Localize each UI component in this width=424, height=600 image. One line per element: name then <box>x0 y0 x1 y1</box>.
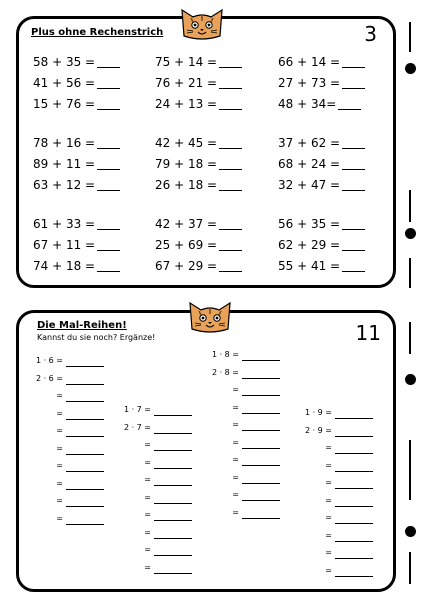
addition-task <box>278 76 365 90</box>
addition-task-text: 27 + 73 = <box>278 76 341 90</box>
answer-blank[interactable] <box>335 576 373 577</box>
answer-blank[interactable] <box>219 76 242 89</box>
answer-blank[interactable] <box>242 360 280 361</box>
addition-task-text: 37 + 62 = <box>278 136 341 150</box>
times-task-text: = <box>56 478 63 488</box>
punch-hole <box>405 63 416 74</box>
times-task-text: = <box>56 443 63 453</box>
card-number: 3 <box>364 22 377 46</box>
addition-task-text: 68 + 24 = <box>278 157 341 171</box>
addition-task-text: 26 + 18 = <box>155 178 218 192</box>
times-task-text: = <box>144 545 151 554</box>
addition-task <box>278 178 365 192</box>
addition-task <box>155 217 242 231</box>
punch-hole <box>405 374 416 385</box>
times-task <box>19 531 332 545</box>
binder-line <box>409 22 411 52</box>
tabby-cat-face-icon <box>179 6 225 40</box>
addition-task <box>33 157 120 171</box>
times-task-text: = <box>325 548 332 557</box>
plus-worksheet-card <box>16 16 396 288</box>
answer-blank[interactable] <box>242 395 280 396</box>
times-task-text: 1 · 9 = <box>304 408 332 417</box>
addition-task-text: 76 + 21 = <box>155 76 218 90</box>
times-task-text: 2 · 8 = <box>211 367 239 377</box>
times-task-text: = <box>56 461 63 470</box>
addition-task-text: 74 + 18 = <box>33 259 96 273</box>
answer-blank[interactable] <box>342 238 365 251</box>
addition-task-text: 62 + 29 = <box>278 238 341 252</box>
card-subtitle: Kannst du sie noch? Ergänze! <box>37 333 156 342</box>
times-task-text: = <box>56 426 63 435</box>
answer-blank[interactable] <box>342 157 365 170</box>
times-task-text: = <box>232 437 239 447</box>
addition-task <box>33 238 120 252</box>
times-task-text: 2 · 7 = <box>123 422 151 432</box>
addition-task-text: 15 + 76 = <box>33 97 96 111</box>
addition-task <box>33 97 120 111</box>
addition-task-text: 25 + 69 = <box>155 238 218 252</box>
times-task <box>19 496 332 510</box>
addition-task <box>155 55 242 69</box>
addition-task-text: 89 + 11 = <box>33 157 96 171</box>
addition-task <box>278 259 365 273</box>
times-task <box>19 566 332 580</box>
binder-line <box>409 440 411 500</box>
times-task-text: = <box>144 510 151 519</box>
addition-task <box>33 217 120 231</box>
times-task <box>19 548 332 562</box>
times-task-text: = <box>325 565 332 575</box>
answer-blank[interactable] <box>97 55 120 68</box>
addition-task-text: 63 + 12 = <box>33 178 96 192</box>
times-task <box>19 350 239 364</box>
times-task <box>19 426 332 440</box>
addition-task <box>155 238 242 252</box>
answer-blank[interactable] <box>242 378 280 379</box>
answer-blank[interactable] <box>335 418 373 419</box>
times-task-text: = <box>56 391 63 400</box>
addition-task <box>278 136 365 150</box>
times-task-text: 1 · 6 = <box>35 356 63 365</box>
addition-task <box>33 178 120 192</box>
answer-blank[interactable] <box>335 436 373 437</box>
addition-task-text: 42 + 45 = <box>155 136 218 150</box>
answer-blank[interactable] <box>219 157 242 170</box>
answer-blank[interactable] <box>335 506 373 507</box>
addition-task <box>33 76 120 90</box>
times-task-text: 1 · 7 = <box>123 405 151 414</box>
times-task-text: = <box>232 472 239 482</box>
addition-task-text: 79 + 18 = <box>155 157 218 171</box>
answer-blank[interactable] <box>219 97 242 110</box>
addition-task <box>278 55 365 69</box>
addition-task-text: 55 + 41 = <box>278 259 341 273</box>
card-number: 11 <box>355 321 381 345</box>
binder-line <box>409 322 411 354</box>
answer-blank[interactable] <box>342 217 365 230</box>
times-task-text: = <box>232 420 239 429</box>
times-task <box>19 478 332 492</box>
times-task-text: 2 · 9 = <box>304 425 332 435</box>
answer-blank[interactable] <box>335 471 373 472</box>
answer-blank[interactable] <box>97 259 120 272</box>
answer-blank[interactable] <box>342 136 365 149</box>
times-task-text: = <box>325 478 332 487</box>
times-task-text: = <box>144 475 151 484</box>
addition-task <box>33 55 120 69</box>
answer-blank[interactable] <box>97 136 120 149</box>
card-title: Plus ohne Rechenstrich <box>31 27 164 38</box>
answer-blank[interactable] <box>97 157 120 170</box>
times-task <box>19 408 332 422</box>
answer-blank[interactable] <box>335 541 373 542</box>
times-task-text: = <box>144 562 151 572</box>
addition-task-text: 58 + 35 = <box>33 55 96 69</box>
times-task-text: 2 · 6 = <box>35 373 63 383</box>
addition-task-text: 66 + 14 = <box>278 55 341 69</box>
addition-task-text: 75 + 14 = <box>155 55 218 69</box>
answer-blank[interactable] <box>342 259 365 272</box>
addition-task-text: 67 + 11 = <box>33 238 96 252</box>
times-task-text: 1 · 8 = <box>211 350 239 359</box>
times-task <box>19 385 239 399</box>
times-task-text: = <box>325 443 332 452</box>
times-task-text: = <box>325 460 332 470</box>
times-task-text: = <box>325 495 332 505</box>
times-task-text: = <box>56 496 63 505</box>
punch-hole <box>405 228 416 239</box>
addition-task <box>278 238 365 252</box>
times-task-text: = <box>232 490 239 499</box>
times-task-text: = <box>56 513 63 523</box>
binder-line <box>409 258 411 288</box>
addition-task <box>278 217 365 231</box>
addition-task <box>155 97 242 111</box>
answer-blank[interactable] <box>335 523 373 524</box>
punch-hole <box>405 526 416 537</box>
addition-task <box>33 259 120 273</box>
times-task-text: = <box>232 402 239 412</box>
answer-blank[interactable] <box>97 178 120 191</box>
answer-blank[interactable] <box>219 178 242 191</box>
addition-task <box>278 97 361 111</box>
answer-blank[interactable] <box>97 238 120 251</box>
addition-task <box>278 157 365 171</box>
addition-task-text: 48 + 34= <box>278 97 337 111</box>
card-title: Die Mal-Reihen! <box>37 320 127 331</box>
times-task-text: = <box>232 385 239 394</box>
answer-blank[interactable] <box>97 217 120 230</box>
times-task-text: = <box>232 507 239 517</box>
times-task <box>19 461 332 475</box>
answer-blank[interactable] <box>335 558 373 559</box>
answer-blank[interactable] <box>335 488 373 489</box>
addition-task-text: 78 + 16 = <box>33 136 96 150</box>
binder-line <box>409 190 411 222</box>
addition-task-text: 24 + 13 = <box>155 97 218 111</box>
addition-task <box>33 136 120 150</box>
addition-task-text: 61 + 33 = <box>33 217 96 231</box>
times-task-text: = <box>232 455 239 464</box>
addition-task <box>155 76 242 90</box>
answer-blank[interactable] <box>97 76 120 89</box>
addition-task <box>155 178 242 192</box>
answer-blank[interactable] <box>219 238 242 251</box>
times-task-text: = <box>325 513 332 522</box>
multiplication-worksheet-card <box>16 310 396 592</box>
addition-task <box>155 136 242 150</box>
answer-blank[interactable] <box>342 76 365 89</box>
addition-task-text: 32 + 47 = <box>278 178 341 192</box>
answer-blank[interactable] <box>342 55 365 68</box>
times-task <box>19 513 332 527</box>
addition-task-text: 56 + 35 = <box>278 217 341 231</box>
answer-blank[interactable] <box>338 97 361 110</box>
times-task-text: = <box>144 492 151 502</box>
times-task <box>19 368 239 382</box>
binder-line <box>409 552 411 584</box>
addition-task <box>155 157 242 171</box>
addition-task-text: 41 + 56 = <box>33 76 96 90</box>
answer-blank[interactable] <box>335 453 373 454</box>
times-task-text: = <box>144 440 151 449</box>
times-task-text: = <box>325 530 332 540</box>
times-task-text: = <box>144 457 151 467</box>
answer-blank[interactable] <box>219 217 242 230</box>
times-task <box>19 443 332 457</box>
addition-task-text: 67 + 29 = <box>155 259 218 273</box>
answer-blank[interactable] <box>97 97 120 110</box>
addition-task-text: 42 + 37 = <box>155 217 218 231</box>
addition-task <box>155 259 242 273</box>
tabby-cat-face-icon <box>187 299 233 333</box>
times-task-text: = <box>144 527 151 537</box>
answer-blank[interactable] <box>219 55 242 68</box>
answer-blank[interactable] <box>219 136 242 149</box>
answer-blank[interactable] <box>219 259 242 272</box>
answer-blank[interactable] <box>342 178 365 191</box>
times-task-text: = <box>56 408 63 418</box>
